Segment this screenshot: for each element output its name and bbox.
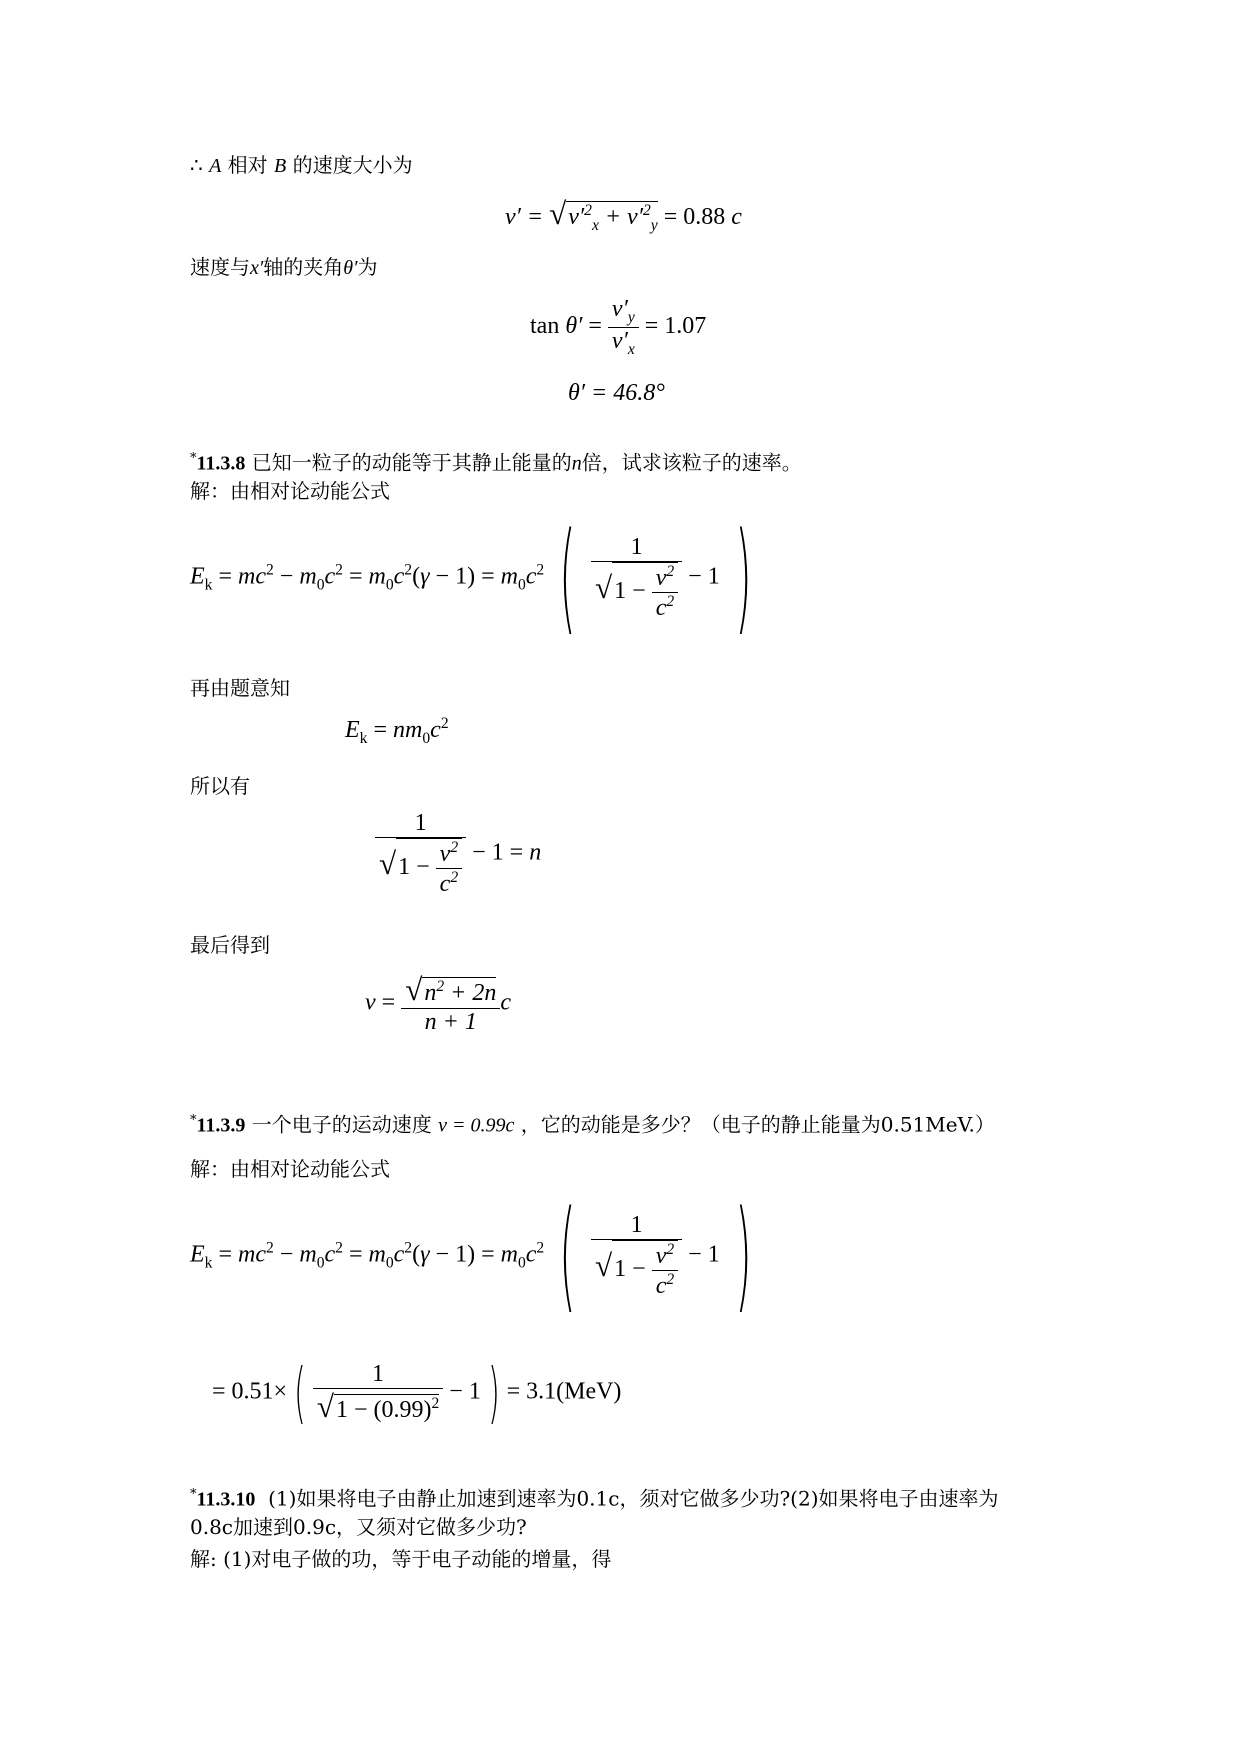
problem-11-3-10-statement: *11.3.10 (1)如果将电子由静止加速到速率为0.1c，须对它做多少功?(2)如果将电子由速率为: [190, 1486, 999, 1511]
problem-number: 11.3.9: [196, 1114, 246, 1137]
problem-11-3-10-solution-intro: 解: (1)对电子做的功，等于电子动能的增量，得: [190, 1547, 612, 1571]
equation-ek-numeric: = 0.51× ( $\frac{1}{√1 - (0.99)^2}$ − 1 ) = 3.1(MeV): [212, 1354, 622, 1431]
problem-11-3-9-statement: *11.3.9 一个电子的运动速度 v = 0.99c ，它的动能是多少？（电子的静止能量为0.51MeV.）: [190, 1112, 995, 1137]
text-so-we-have: 所以有: [190, 774, 250, 798]
problem-11-3-9-solution-intro: 解：由相对论动能公式: [190, 1157, 390, 1181]
equation-v-result: v = $\frac{√n^2 + 2n}{n + 1}$ c: [365, 972, 511, 1035]
text-finally-get: 最后得到: [190, 933, 270, 957]
problem-11-3-10-statement-cont: 0.8c加速到0.9c，又须对它做多少功?: [190, 1515, 527, 1539]
text-line-speed-intro: ∴ A 相对 B 的速度大小为: [190, 153, 413, 177]
problem-11-3-8-solution-intro: 解：由相对论动能公式: [190, 479, 390, 503]
equation-ek-formula-2: $E_k = mc^2 - m_0c^2 = m_0c^2(\gamma - 1) = m_0c^2$ ( 1 √1 − $\frac{v^2}{c^2}$ − 1 ): [190, 1186, 752, 1325]
equation-ek-nm0c2: $E_k = nm_0c^2$: [345, 715, 449, 747]
problem-number: 11.3.10: [196, 1488, 256, 1511]
equation-vprime: $v' = √v'^2_x + v'^2_y = 0.88$ c: [505, 196, 742, 234]
equation-gamma-minus-one: 1 √1 − $\frac{v^2}{c^2}$ − 1 = n: [375, 810, 541, 898]
text-then-by-condition: 再由题意知: [190, 676, 290, 700]
therefore-symbol: ∴: [190, 153, 203, 177]
problem-11-3-8-statement: *11.3.8 已知一粒子的动能等于其静止能量的n倍，试求该粒子的速率。: [190, 450, 802, 475]
text-line-angle-intro: 速度与x′轴的夹角θ′为: [190, 255, 378, 279]
equation-theta-result: θ′ = 46.8°: [568, 380, 665, 406]
problem-number: 11.3.8: [196, 452, 246, 475]
equation-tan-theta: tan θ′ = $\frac{v'_y}{v'_x}$ = 1.07: [530, 296, 707, 358]
equation-ek-formula-1: $E_k = mc^2 - m_0c^2 = m_0c^2(\gamma - 1) = m_0c^2$ ( 1 √1 − $\frac{v^2}{c^2}$ − 1 ): [190, 508, 752, 647]
